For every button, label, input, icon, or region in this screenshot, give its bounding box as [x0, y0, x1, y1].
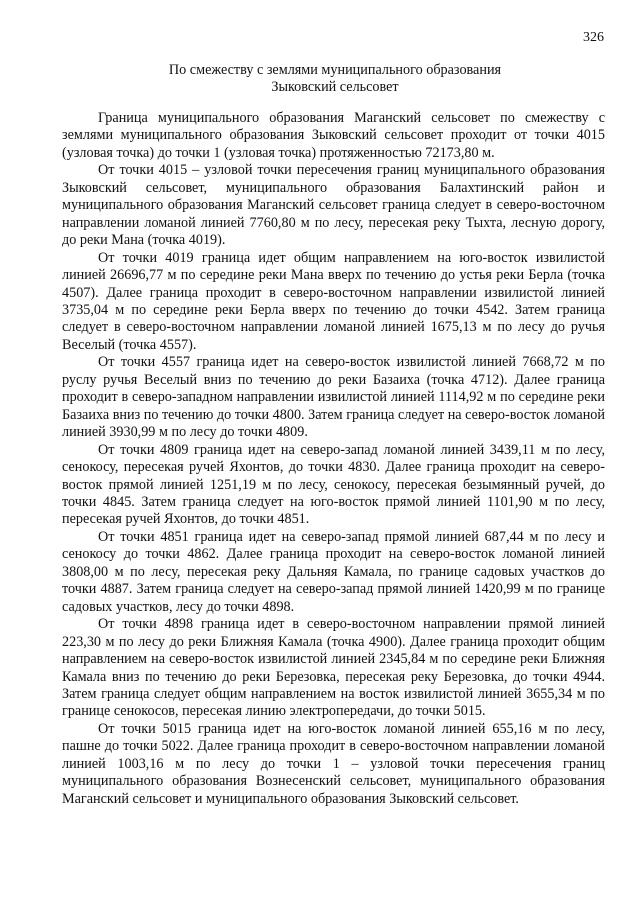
paragraph-point-4898: От точки 4898 граница идет в северо-восточном направлении прямой линией 223,30 м по лесу до реки Ближняя Камала (точка 4900). Далее граница проходит общим направлением на северо-восток извилистой линией 2345,84 м по середине реки Ближняя Камала вниз по течению до реки Березовка, пересекая реку Березовка, до точки 4944. Затем граница следует общим направлением на восток извилистой линией 3655,34 м по границе сенокосов, пересекая линию электропередачи, до точки 5015.	[62, 616, 605, 720]
paragraph-point-4851: От точки 4851 граница идет на северо-запад прямой линией 687,44 м по лесу и сенокосу до точки 4862. Далее граница проходит на северо-восток ломаной линией 3808,00 м по лесу, пересекая реку Дальняя Камала, по границе садовых участков до точки 4887. Затем граница следует на северо-запад прямой линией 1420,99 м по границе садовых участков, лесу до точки 4898.	[62, 528, 605, 615]
page-number: 326	[583, 30, 604, 45]
paragraph-point-4019: От точки 4019 граница идет общим направлением на юго-восток извилистой линией 26696,77 м по середине реки Мана вверх по течению до устья реки Берла (точка 4507). Далее граница проходит в северо-восточном направлении извилистой линией 3735,04 м по середине реки Берла вверх по течению до точки 4542. Затем граница следует в северо-восточном направлении ломаной линией 1675,13 м по лесу до ручья Веселый (точка 4557).	[62, 249, 605, 353]
section-heading	[110, 62, 560, 96]
section-heading-line-2: Зыковский сельсовет	[271, 79, 399, 95]
section-heading-line-1: По смежеству с землями муниципального образования	[168, 62, 502, 78]
paragraph-point-5015: От точки 5015 граница идет на юго-восток ломаной линией 655,16 м по лесу, пашне до точки 5022. Далее граница проходит в северо-восточном направлении ломаной линией 1003,16 м по лесу до точки 1 – узловой точки пересечения границ муниципального образования Вознесенский сельсовет, муниципального образования Маганский сельсовет и муниципального образования Зыковский сельсовет.	[62, 720, 605, 807]
body-text	[62, 110, 605, 808]
paragraph-point-4015: От точки 4015 – узловой точки пересечения границ муниципального образования Зыковский сельсовет, муниципального образования Балахтинский район и муниципального образования Маганский сельсовет граница следует в северо-восточном направлении ломаной линией 7760,80 м по лесу, пересекая реку Тыхта, лесную дорогу, до реки Мана (точка 4019).	[62, 162, 605, 249]
paragraph-point-4557: От точки 4557 граница идет на северо-восток извилистой линией 7668,72 м по руслу ручья Веселый вниз по течению до реки Базаиха (точка 4712). Далее граница проходит в северо-западном направлении извилистой линией 1114,92 м по середине реки Базаиха вниз по течению до точки 4800. Затем граница следует на северо-восток ломаной линией 3930,99 м по лесу до точки 4809.	[62, 354, 605, 441]
paragraph-summary: Граница муниципального образования Маганский сельсовет по смежеству с землями муниципального образования Зыковский сельсовет проходит от точки 4015 (узловая точка) до точки 1 (узловая точка) протяженностью 72173,80 м.	[62, 110, 605, 161]
paragraph-point-4809: От точки 4809 граница идет на северо-запад ломаной линией 3439,11 м по лесу, сенокосу, пересекая ручей Яхонтов, до точки 4830. Далее граница проходит на северо-восток прямой линией 1251,19 м по лесу, сенокосу, пересекая безымянный ручей, до точки 4845. Затем граница следует на юго-восток прямой линией 1101,90 м по лесу, пересекая ручей Яхонтов, до точки 4851.	[62, 441, 605, 528]
